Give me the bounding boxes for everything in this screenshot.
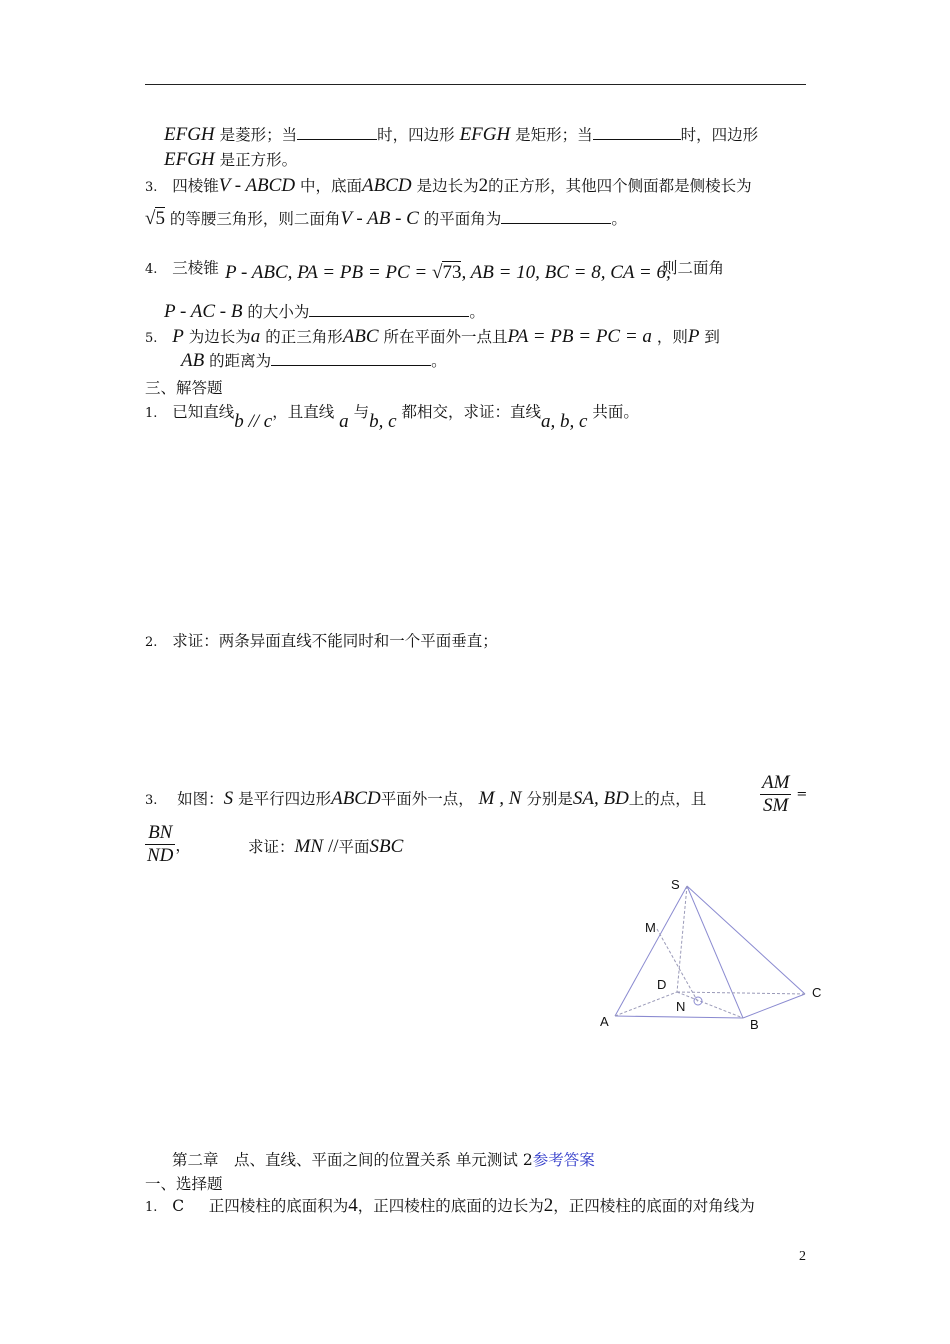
answer-1 bbox=[145, 1194, 755, 1217]
text: 正四棱柱的底面积为 bbox=[208, 1197, 349, 1215]
math-condition: P - ABC, PA = PB = PC = bbox=[225, 262, 433, 283]
text: 的正方形，其他四个侧面都是侧棱长为 bbox=[488, 177, 752, 195]
question-4-line-2 bbox=[164, 300, 485, 323]
text: ，且直线 bbox=[272, 403, 335, 421]
text: 是正方形。 bbox=[219, 151, 298, 169]
math-a: a bbox=[250, 326, 261, 347]
question-3 bbox=[145, 174, 752, 197]
text: 的正三角形 bbox=[265, 328, 343, 346]
section-heading: 三、解答题 bbox=[145, 379, 223, 397]
answer-key-link[interactable]: 参考答案 bbox=[532, 1151, 595, 1169]
text: 的等腰三角形，则二面角 bbox=[169, 210, 341, 228]
text: 是菱形；当 bbox=[219, 126, 298, 144]
text: 的距离为 bbox=[209, 352, 272, 370]
math-mn: MN bbox=[294, 836, 324, 857]
answers-heading bbox=[172, 1148, 595, 1170]
parallel-symbol: // bbox=[327, 836, 339, 857]
question-number: 5. bbox=[145, 331, 158, 346]
label-a: A bbox=[600, 1014, 609, 1029]
text: 三棱锥 bbox=[172, 259, 219, 277]
math-sabd: SA, BD bbox=[572, 788, 629, 809]
text: 的大小为 bbox=[247, 303, 310, 321]
question-5 bbox=[145, 325, 720, 348]
problem-3 bbox=[145, 787, 706, 810]
edge-ad-hidden bbox=[615, 992, 677, 1016]
math-abcd: ABCD bbox=[331, 788, 381, 809]
edge-sa bbox=[615, 886, 687, 1016]
text: 。 bbox=[431, 352, 447, 370]
math-condition: PA = PB = PC = a bbox=[507, 326, 652, 347]
math-value: 2 bbox=[543, 1195, 554, 1216]
edge-sc bbox=[687, 886, 805, 994]
text: 的平面角为 bbox=[423, 210, 502, 228]
text: 时，四边形 bbox=[377, 126, 455, 144]
text: 。 bbox=[611, 210, 627, 228]
fraction-am-sm bbox=[760, 772, 807, 817]
text: 如图： bbox=[177, 790, 224, 808]
text: 中，底面 bbox=[300, 177, 363, 195]
text: 所在平面外一点且 bbox=[383, 328, 508, 346]
problem-2 bbox=[145, 629, 498, 651]
answer-blank bbox=[297, 125, 377, 140]
question-number: 1. bbox=[145, 406, 158, 421]
sqrt-value: 5 bbox=[155, 208, 165, 229]
math-s: S bbox=[223, 788, 234, 809]
math-value: 4 bbox=[348, 1195, 358, 1216]
math-efgh: EFGH bbox=[459, 124, 511, 145]
math-pyramid: V - ABCD bbox=[218, 175, 296, 196]
question-number: 3. bbox=[145, 793, 158, 808]
math-sbc: SBC bbox=[369, 836, 404, 857]
text: 则二面角 bbox=[662, 259, 725, 277]
math-p: P bbox=[172, 326, 184, 347]
text: 四棱锥 bbox=[172, 177, 219, 195]
math-base: ABCD bbox=[362, 175, 412, 196]
text: ， bbox=[175, 836, 191, 855]
text: 平面 bbox=[338, 838, 370, 856]
answer-blank bbox=[309, 302, 469, 317]
math-efgh: EFGH bbox=[164, 124, 215, 145]
label-d: D bbox=[657, 977, 667, 992]
problem-3-goal bbox=[248, 835, 403, 858]
fraction-numerator: BN bbox=[145, 822, 175, 845]
question-4-tail bbox=[662, 256, 724, 278]
sqrt-expression: √5 bbox=[145, 208, 165, 229]
text: 与 bbox=[353, 403, 370, 421]
math-side: 2 bbox=[478, 175, 489, 196]
fraction-denominator: ND bbox=[147, 845, 174, 866]
question-number: 3. bbox=[145, 180, 158, 195]
math-ab: AB bbox=[181, 350, 205, 371]
text: 。 bbox=[469, 303, 485, 321]
text: 共面。 bbox=[592, 403, 639, 421]
text: 平面外一点， bbox=[380, 790, 474, 808]
text: 时，四边形 bbox=[680, 126, 759, 144]
text: 都相交，求证：直线 bbox=[401, 403, 541, 421]
label-m: M bbox=[645, 920, 656, 935]
question-number: 1. bbox=[145, 1200, 158, 1215]
text: ，正四棱柱的底面的边长为 bbox=[357, 1197, 544, 1215]
question-5-line-2 bbox=[181, 349, 447, 372]
math-mn: M , N bbox=[478, 788, 522, 809]
math-dihedral: V - AB - C bbox=[340, 208, 419, 229]
problem-1 bbox=[145, 400, 639, 432]
text: 分别是 bbox=[526, 790, 573, 808]
edge-bc bbox=[743, 994, 805, 1018]
page-number: 2 bbox=[799, 1249, 806, 1264]
label-b: B bbox=[750, 1017, 759, 1032]
math-efgh: EFGH bbox=[164, 149, 215, 170]
text: 到 bbox=[704, 328, 720, 346]
fraction-numerator: AM bbox=[762, 772, 790, 793]
edge-ab bbox=[615, 1016, 743, 1018]
text: 是边长为 bbox=[416, 177, 479, 195]
text: 是平行四边形 bbox=[238, 790, 332, 808]
label-n: N bbox=[676, 999, 686, 1014]
math-dihedral: P - AC - B bbox=[164, 301, 243, 322]
text: 第二章 点、直线、平面之间的位置关系 单元测试 2 bbox=[172, 1151, 533, 1169]
text: ，则 bbox=[656, 328, 688, 346]
text: 已知直线 bbox=[172, 403, 235, 421]
equals-sign: = bbox=[796, 787, 808, 802]
label-c: C bbox=[812, 985, 822, 1000]
math-abc: a, b, c bbox=[541, 411, 588, 432]
fill-in-line-b bbox=[164, 148, 297, 171]
answer-choice: C bbox=[172, 1197, 185, 1215]
math-p: P bbox=[687, 326, 700, 347]
math-condition: , AB = 10, BC = 8, CA = 6, bbox=[461, 262, 671, 283]
math-bc: b, c bbox=[369, 411, 397, 432]
sqrt-expression: √73 bbox=[432, 262, 462, 283]
answers-section: 一、选择题 bbox=[145, 1175, 223, 1193]
label-s: S bbox=[671, 877, 680, 892]
question-4-math bbox=[225, 262, 671, 284]
text: 为边长为 bbox=[188, 328, 251, 346]
math-parallel: b // c bbox=[234, 411, 273, 432]
math-abc: ABC bbox=[342, 326, 379, 347]
sqrt-value: 73 bbox=[442, 262, 462, 283]
pyramid-figure bbox=[595, 872, 835, 1037]
text: 上的点，且 bbox=[628, 790, 707, 808]
edge-dc-hidden bbox=[677, 992, 805, 994]
question-number: 4. bbox=[145, 262, 158, 277]
text: 求证：两条异面直线不能同时和一个平面垂直； bbox=[172, 632, 498, 650]
fill-in-line-a bbox=[164, 123, 758, 146]
question-number: 2. bbox=[145, 635, 158, 650]
text: ，正四棱柱的底面的对角线为 bbox=[553, 1197, 755, 1215]
text: 是矩形；当 bbox=[515, 126, 593, 144]
answer-blank bbox=[593, 125, 681, 140]
fraction-bn-nd bbox=[145, 822, 191, 867]
math-a: a bbox=[339, 411, 349, 432]
fraction-denominator: SM bbox=[763, 795, 789, 816]
header-rule bbox=[145, 84, 806, 85]
answer-blank bbox=[271, 351, 431, 366]
question-3-line-2 bbox=[145, 207, 627, 230]
text: 求证： bbox=[248, 838, 295, 856]
answer-blank bbox=[501, 209, 611, 224]
question-4 bbox=[145, 256, 219, 278]
